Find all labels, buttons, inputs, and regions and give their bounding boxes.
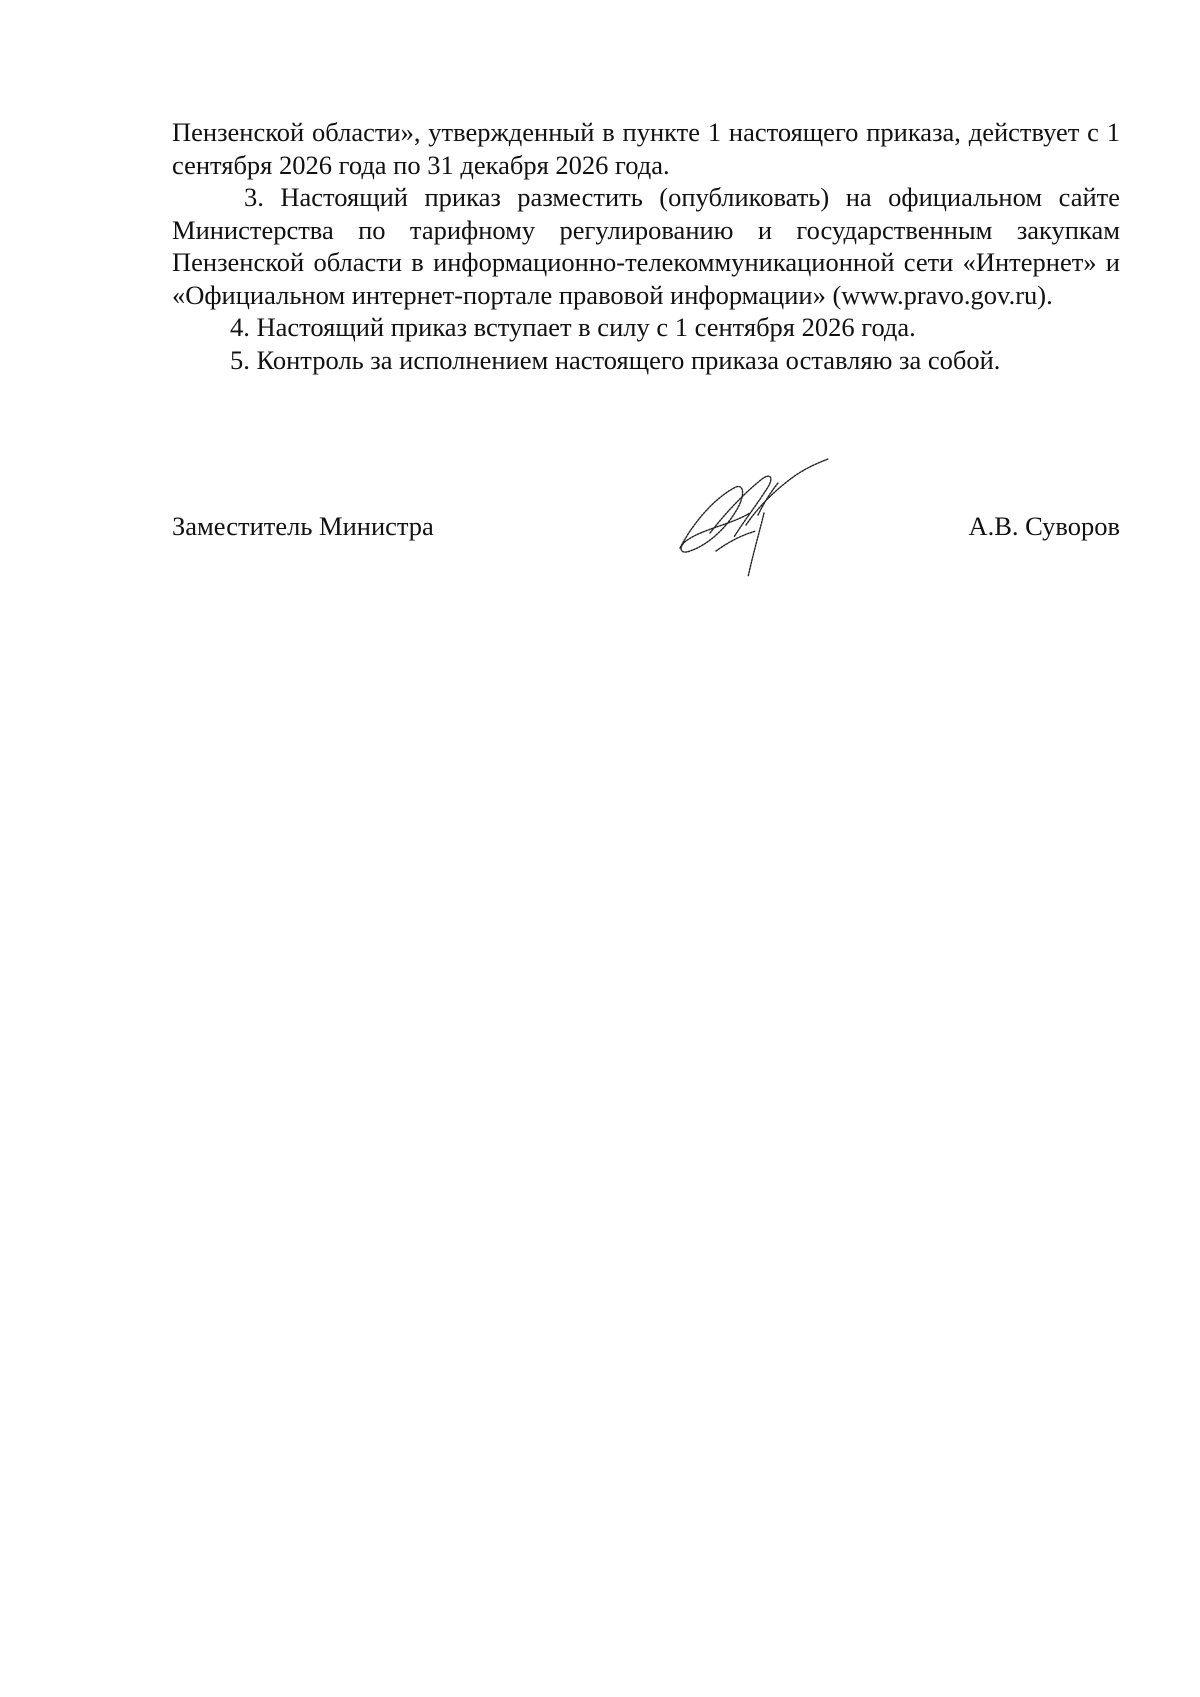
signature-block [172, 500, 1120, 560]
document-body [172, 116, 1120, 376]
paragraph-continuation: Пензенской области», утвержденный в пункте 1 настоящего приказа, действует с 1 сентября 2026 года по 31 декабря 2026 года. [172, 117, 1120, 180]
paragraph-item-4: 4. Настоящий приказ вступает в силу с 1 сентября 2026 года. [230, 312, 916, 342]
signatory-position: Заместитель Министра [172, 511, 434, 541]
signatory-name: А.В. Суворов [968, 511, 1120, 541]
paragraph-item-3: 3. Настоящий приказ разместить (опубликовать) на официальном сайте Министерства по тарифному регулированию и государственным закупкам Пензенской области в информационно-телекоммуникационной сети «Интернет» и «Официальном интернет-портале правовой информации» (www.pravo.gov.ru). [172, 182, 1120, 310]
handwritten-signature [672, 455, 832, 580]
paragraph-item-5: 5. Контроль за исполнением настоящего приказа оставляю за собой. [230, 344, 1001, 375]
